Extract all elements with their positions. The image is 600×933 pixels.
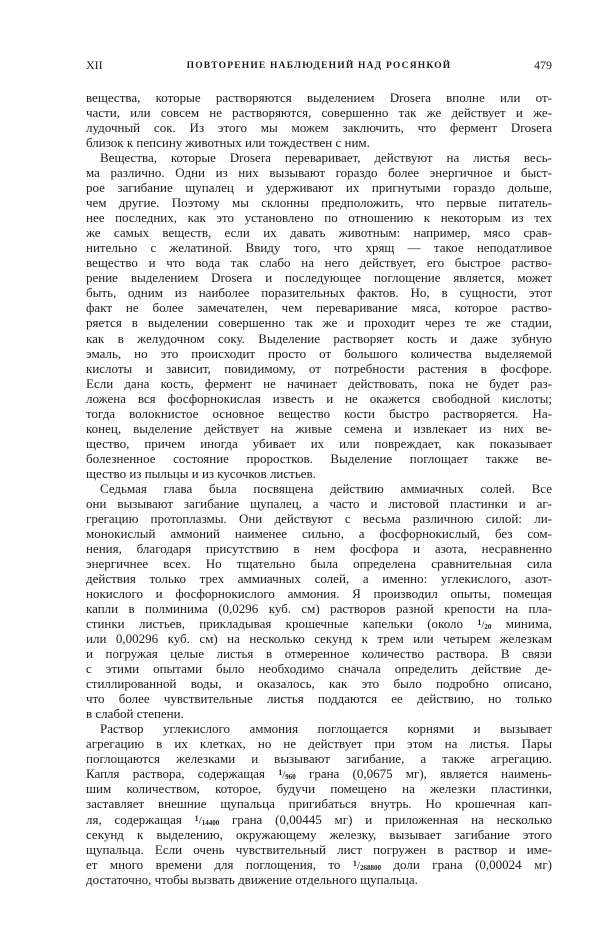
text-line [86, 481, 552, 496]
line-text: агрегацию в их клетках, но не действует при этом на листья. Пары [86, 736, 552, 752]
line-text: быть, одним из наиболее поразительных фактов. Но, в сущности, этот [86, 285, 552, 301]
text-line [86, 270, 552, 285]
line-text: капли в полминима (0,0296 куб. см) растворов разной крепости на пла- [86, 601, 552, 617]
line-text: достаточно, чтобы вызвать движение отдельного щупальца. [86, 871, 418, 887]
line-text: энергичнее всех. Но тщательно была определена сравнительная сила [86, 555, 552, 571]
fraction-denominator: 960 [285, 773, 296, 782]
line-text: заставляет внешние щупальца пригибаться внутрь. Но крошечная кап- [86, 796, 552, 812]
line-text: ля, содержащая [86, 811, 182, 827]
line-text: Раствор углекислого аммония поглощается корнями и вызывает [100, 721, 552, 737]
line-text: минима, [505, 616, 552, 632]
fraction [278, 766, 296, 781]
text-line [86, 541, 552, 556]
text-line [86, 210, 552, 225]
text-line [86, 766, 552, 781]
page-number: 479 [534, 58, 552, 72]
text-line [86, 526, 552, 541]
fraction-denominator: 268800 [359, 863, 381, 872]
line-text: поглощаются железками и вызывают загибание, а также агрегацию. [86, 751, 552, 767]
text-line [86, 406, 552, 421]
text-line [86, 736, 552, 751]
fraction-slash: / [282, 769, 286, 782]
line-text: тогда волокнистое основное вещество кости быстро растворяется. На- [86, 405, 552, 421]
line-text: грана (0,0675 мг), является наимень- [308, 766, 553, 782]
running-header [86, 58, 552, 74]
line-text: ма различно. Одни из них вызывают гораздо более энергичное и быст- [86, 165, 552, 181]
line-text: монокислый аммоний наименее сильно, а фосфорнокислый, без сом- [86, 525, 552, 541]
text-line [86, 120, 552, 135]
text-line [86, 796, 552, 811]
text-line [86, 300, 552, 315]
text-line [86, 240, 552, 255]
line-text: факт не более замечателен, чем переваривание мяса, которое раство- [86, 300, 552, 316]
text-line [86, 872, 552, 887]
line-text: рое загибание щупалец и удерживают их пригнутыми гораздо дольше, [86, 180, 552, 196]
line-text: болезненное состояние проростков. Выделение поглощает также ве- [86, 450, 552, 466]
fraction-slash: / [198, 814, 202, 827]
line-text: и погружая целые листья в отмеренное количество раствора. В связи [86, 646, 552, 662]
text-line [86, 361, 552, 376]
line-text: близок к пепсину животных или тождествен с ним. [86, 135, 370, 151]
fraction [195, 812, 220, 827]
line-text: или 0,00296 куб. см) на несколько секунд к трем или четырем железкам [86, 631, 552, 647]
line-text: доли грана (0,00024 мг) [393, 856, 553, 872]
text-line [86, 556, 552, 571]
line-text: секунд к выделению, окружающему железку, вызывает загибание этого [86, 826, 552, 842]
fraction-slash: / [356, 859, 360, 872]
text-line [86, 721, 552, 736]
text-line [86, 827, 552, 842]
line-text: вещество и что вода так слабо на него действует, его быстрое раство- [86, 255, 552, 271]
line-text: Вещества, которые Drosera переваривает, действуют на листья весь- [100, 150, 552, 166]
fraction [353, 857, 381, 872]
text-line [86, 511, 552, 526]
line-text: щество из пыльцы и из кусочков листьев. [86, 465, 316, 481]
fraction-numerator: 1 [352, 858, 357, 868]
line-text: стинки листьев, прикладывая крошечные капельки (около [86, 616, 464, 632]
line-text: Седьмая глава была посвящена действию аммиачных солей. Все [100, 480, 552, 496]
text-line [86, 586, 552, 601]
text-line [86, 616, 552, 631]
fraction-slash: / [481, 619, 485, 632]
chapter-number: XII [86, 58, 103, 72]
text-line [86, 601, 552, 616]
line-text: нокислого и фосфорнокислого аммония. Я производил опыты, помещая [86, 586, 552, 602]
line-text: щупальца. Если очень чувствительный лист погружен в раствор и име- [86, 841, 552, 857]
text-line [86, 857, 552, 872]
text-line [86, 391, 552, 406]
fraction-numerator: 1 [278, 768, 283, 778]
running-title: ПОВТОРЕНИЕ НАБЛЮДЕНИЙ НАД РОСЯНКОЙ [186, 61, 452, 71]
line-text: грана (0,00445 мг) и приложенная на несколько [232, 811, 553, 827]
text-line [86, 812, 552, 827]
text-line [86, 421, 552, 436]
text-line [86, 135, 552, 150]
text-line [86, 285, 552, 300]
line-text: что более чувствительные листья поддаются ее действию, но только [86, 691, 552, 707]
text-line [86, 195, 552, 210]
text-line [86, 165, 552, 180]
line-text: нения, благодаря присутствию в нем фосфора и азота, несравненно [86, 540, 552, 556]
line-text: в слабой степени. [86, 706, 184, 722]
line-text: Если дана кость, фермент не начинает действовать, пока не будет раз- [86, 375, 552, 391]
text-line [86, 706, 552, 721]
text-line [86, 466, 552, 481]
line-text: лудочный сок. Из этого мы можем заключить, что фермент Drosera [86, 120, 552, 136]
text-line [86, 90, 552, 105]
text-line [86, 676, 552, 691]
line-text: конец, выделение действует на живые семена и извлекает из них ве- [86, 420, 552, 436]
text-line [86, 646, 552, 661]
text-line [86, 571, 552, 586]
text-line [86, 225, 552, 240]
line-text: ет много времени для поглощения, то [86, 856, 341, 872]
line-text: вещества, которые растворяются выделением Drosera вполне или от- [86, 90, 552, 105]
text-line [86, 331, 552, 346]
text-line [86, 346, 552, 361]
line-text: грегацию протоплазмы. Они действуют с весьма различною силой: ли- [86, 510, 552, 526]
line-text: стиллированной воды, и оказалось, как это было подробно описано, [86, 676, 552, 692]
fraction [477, 616, 491, 631]
text-line [86, 842, 552, 857]
line-text: чем другие. Поэтому мы склонны предположить, что первые питатель- [86, 195, 552, 211]
text-line [86, 451, 552, 466]
line-text: части, или совсем не растворяются, совершенно так же действует и же- [86, 105, 552, 121]
line-text: кислоты и зависит, повидимому, от потребности растения в фосфоре. [86, 360, 552, 376]
text-line [86, 436, 552, 451]
line-text: нее последних, как это установлено по отношению к некоторым из тех [86, 210, 552, 226]
line-text: эмаль, но это происходит просто от большого количества выделяемой [86, 345, 552, 361]
line-text: с этими опытами было необходимо сначала определить действие де- [86, 661, 552, 677]
line-text: рение выделением Drosera и последующее поглощение является, может [86, 270, 552, 286]
text-line [86, 315, 552, 330]
line-text: они вызывают загибание щупалец, а часто и листовой пластинки и аг- [86, 495, 552, 511]
text-line [86, 150, 552, 165]
fraction-denominator: 14400 [201, 818, 220, 827]
text-line [86, 781, 552, 796]
text-line [86, 255, 552, 270]
fraction-denominator: 20 [484, 623, 492, 632]
line-text: Капля раствора, содержащая [86, 766, 266, 782]
text-line [86, 376, 552, 391]
text-line [86, 631, 552, 646]
line-text: щество, причем иногда убивает их или повреждает, как показывает [86, 435, 552, 451]
text-line [86, 661, 552, 676]
line-text: действия только трех аммиачных солей, а именно: углекислого, азот- [86, 571, 552, 586]
text-line [86, 496, 552, 511]
line-text: шим количеством, которое, будучи помещено на железки пластинки, [86, 781, 552, 797]
fraction-numerator: 1 [477, 618, 482, 628]
text-line [86, 105, 552, 120]
text-line [86, 751, 552, 766]
line-text: ложена вся фосфорнокислая известь и не окажется свободной кислоты; [86, 390, 552, 406]
line-text: ряется в выделении совершенно так же и проходит через те же стадии, [86, 315, 552, 331]
line-text: же самых веществ, если их давать животным: например, мясо срав- [86, 225, 552, 241]
line-text: нительно с желатиной. Ввиду того, что хрящ — такое неподатливое [86, 240, 552, 256]
text-line [86, 180, 552, 195]
page-body-text [86, 90, 552, 887]
fraction-numerator: 1 [194, 813, 199, 823]
text-line [86, 691, 552, 706]
line-text: как в желудочном соку. Выделение растворяет кость и даже зубную [86, 330, 552, 346]
